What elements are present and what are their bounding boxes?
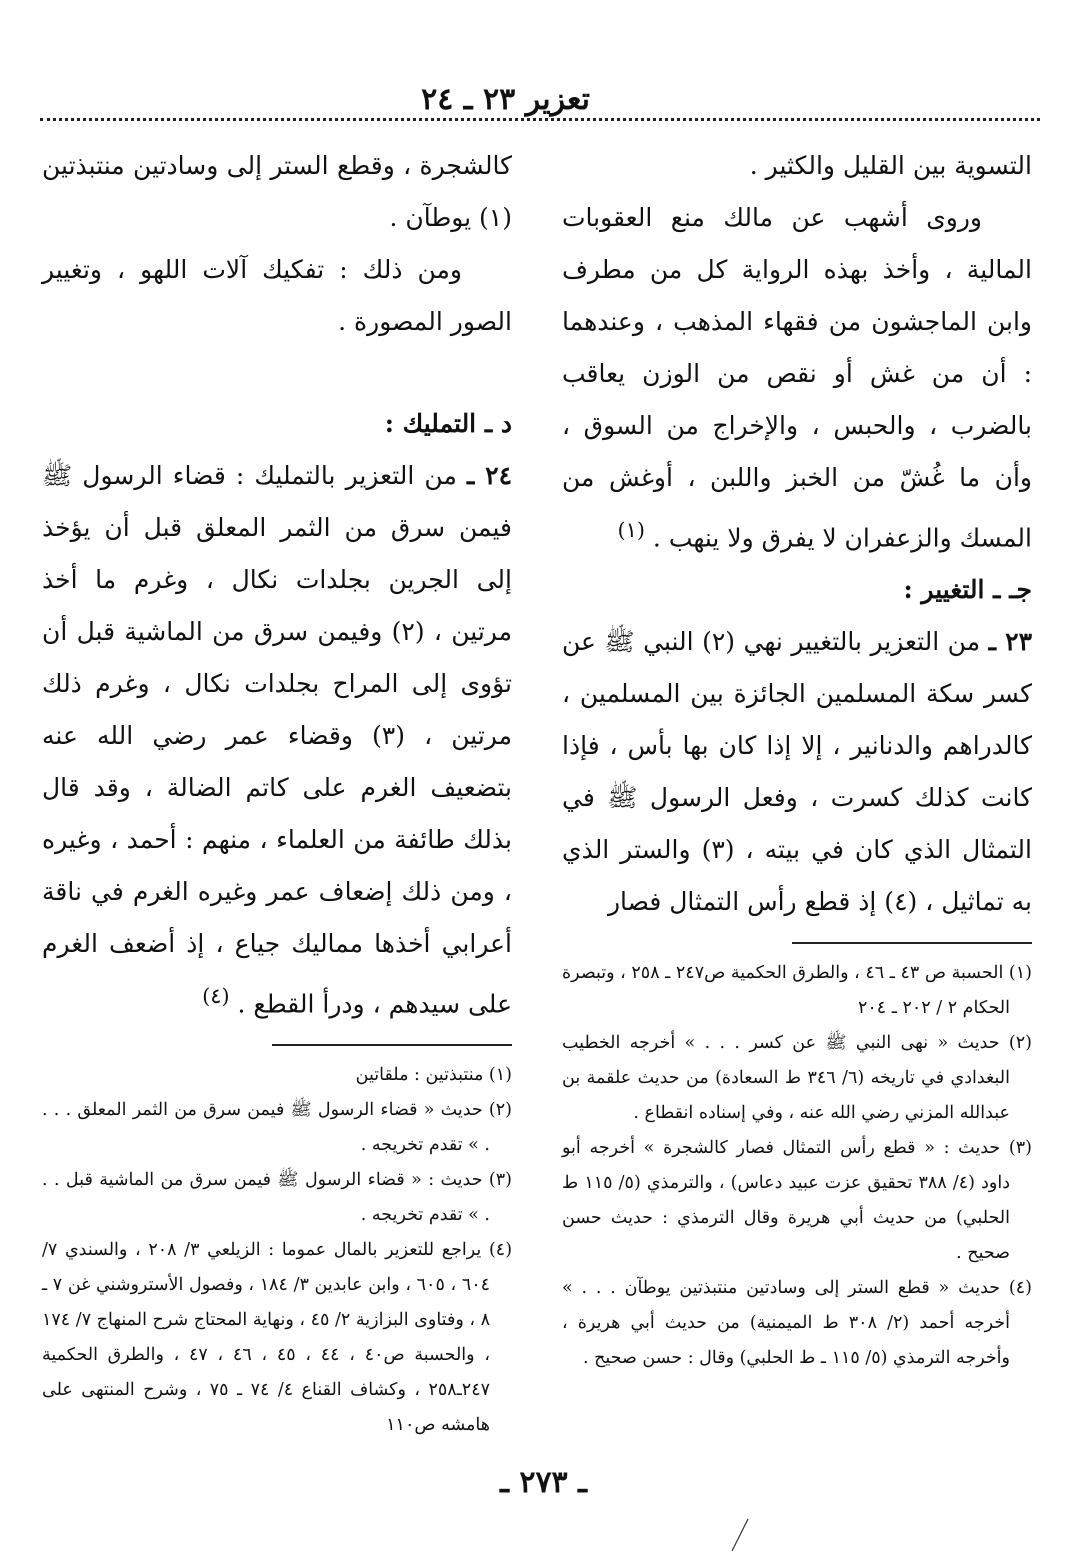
footnote: (١) الحسبة ص ٤٣ ـ ٤٦ ، والطرق الحكمية ص٢٤٧ ـ ٢٥٨ ، وتبصرة الحكام ٢ / ٢٠٢ ـ ٢٠٤ [562, 963, 1032, 1019]
right-column [562, 140, 1032, 1376]
paragraph [562, 616, 1032, 928]
footnote-divider [792, 942, 1032, 944]
paragraph: التسوية بين القليل والكثير . [749, 151, 1032, 180]
paragraph [42, 450, 512, 1030]
running-title: تعزير ٢٣ ـ ٢٤ [421, 82, 590, 117]
footnote-ref: (٤) [202, 984, 230, 1008]
footnote-ref: (١) [617, 518, 645, 542]
paragraph: كالشجرة ، وقطع الستر إلى وسادتين منتبذتين (١) يوطآن . [42, 151, 512, 232]
footnote: (٢) حديث « نهى النبي ﷺ عن كسر . . . » أخرجه الخطيب البغدادي في تاريخه (٦/ ٣٤٦ ط السعادة) من حديث علقمة بن عبدالله المزني رضي الله عنه ، وفي إسناده انقطاع . [562, 1033, 1032, 1124]
paragraph-number: ٢٤ ـ [466, 461, 512, 490]
page-header [40, 78, 1040, 118]
footnote: (٤) يراجع للتعزير بالمال عموما : الزيلعي ٣/ ٢٠٨ ، والسندي ٧/ ٦٠٤ ، ٦٠٥ ، وابن عابدين ٣/ ١٨٤ ، وفصول الأستروشني غن ٧ ـ ٨ ، وفتاوى البزازية ٢/ ٤٥ ، ونهاية المحتاج شرح المنهاج ٧/ ١٧٤ ، والحسبة ص٤٠ ، ٤٤ ، ٤٥ ، ٤٦ ، ٤٧ ، والطرق الحكمية ٢٤٧ـ٢٥٨ ، وكشاف القناع ٤/ ٧٤ ـ ٧٥ ، وشرح المنتهى على هامشه ص١١٠ [42, 1240, 513, 1436]
footnote-divider [272, 1044, 512, 1046]
footnotes [42, 1058, 512, 1443]
footnote: (٤) حديث « قطع الستر إلى وسادتين منتبذتين يوطآن . . . » أخرجه أحمد (٢/ ٣٠٨ ط الميمنية) من حديث أبي هريرة ، وأخرجه الترمذي (٥/ ١١٥ ـ ط الحلبي) وقال : حسن صحيح . [562, 1278, 1032, 1369]
paragraph-number: ٢٣ ـ [988, 627, 1032, 657]
pen-stroke-mark [720, 1515, 760, 1555]
paragraph-text: من التعزير بالتغيير نهي (٢) النبي ﷺ عن كسر سكة المسلمين الجائزة بين المسلمين ، كالدراهم والدنانير ، إلا إذا كان بها بأس ، فإذا كانت كذلك كسرت ، وفعل الرسول ﷺ في التمثال الذي كان في بيته ، (٣) والستر الذي به تماثيل ، (٤) إذ قطع رأس التمثال فصار [562, 627, 1032, 917]
spacer [42, 348, 512, 398]
footnote: (٢) حديث « قضاء الرسول ﷺ فيمن سرق من الثمر المعلق . . . . » تقدم تخريجه . [42, 1100, 512, 1156]
page-number: ـ ٢٧٣ ـ [500, 1465, 587, 1500]
footnote: (٣) حديث : « قطع رأس التمثال فصار كالشجرة » أخرجه أبو داود (٤/ ٣٨٨ تحقيق عزت عبيد دعاس) ، والترمذي (٥/ ١١٥ ط الحلبي) من حديث أبي هريرة وقال الترمذي : حديث حسن صحيح . [562, 1138, 1032, 1264]
right-column-body [562, 140, 1032, 928]
left-column [42, 140, 512, 1443]
paragraph-text: وروى أشهب عن مالك منع العقوبات المالية ، وأخذ بهذه الرواية كل من مطرف وابن الماجشون من فقهاء المذهب ، وعندهما : أن من غش أو نقص من الوزن يعاقب بالضرب ، والحبس ، والإخراج من السوق ، وأن ما غُشّ من الخبز واللبن ، أوغش من المسك والزعفران لا يفرق ولا ينهب . [562, 203, 1032, 553]
paragraph: ومن ذلك : تفكيك آلات اللهو ، وتغيير الصور المصورة . [42, 255, 512, 336]
paragraph-text: من التعزير بالتمليك : قضاء الرسول ﷺ فيمن سرق من الثمر المعلق قبل أن يؤخذ إلى الجرين بجلدات نكال ، وغرم ما أخذ مرتين ، (٢) وفيمن سرق من الماشية قبل أن تؤوى إلى المراح بجلدات نكال ، وغرم ذلك مرتين ، (٣) وقضاء عمر رضي الله عنه بتضعيف الغرم على كاتم الضالة ، وقد قال بذلك طائفة من العلماء ، منهم : أحمد ، وغيره ، ومن ذلك إضعاف عمر وغيره الغرم في ناقة أعرابي أخذها مماليك جياع ، إذ أضعف الغرم على سيدهم ، ودرأ القطع . [42, 461, 512, 1019]
footnote: (٣) حديث : « قضاء الرسول ﷺ فيمن سرق من الماشية قبل . . . » تقدم تخريجه . [42, 1170, 512, 1226]
left-column-body [42, 140, 512, 1030]
dotted-divider [40, 118, 1040, 121]
section-heading: د ـ التمليك : [384, 409, 512, 438]
footnotes [562, 956, 1032, 1376]
paragraph [562, 192, 1032, 564]
section-heading: جـ ـ التغيير : [903, 575, 1032, 605]
footnote: (١) منتبذتين : ملقاتين [355, 1065, 512, 1086]
